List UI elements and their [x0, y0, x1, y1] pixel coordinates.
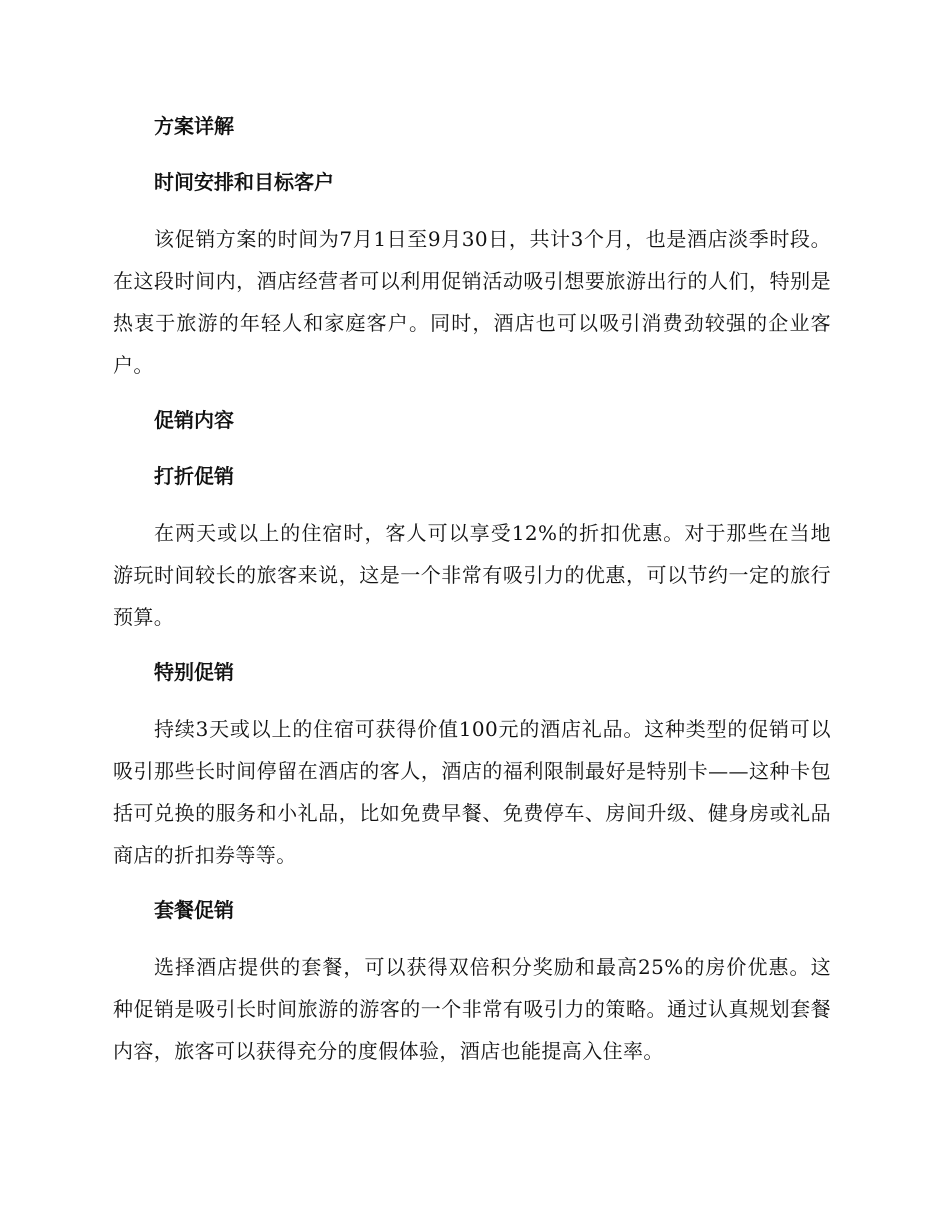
- package-heading: 套餐促销: [154, 898, 234, 922]
- section-title: 方案详解: [154, 114, 234, 138]
- document-body: [113, 106, 831, 1086]
- promotion-content-heading: 促销内容: [154, 408, 234, 432]
- timing-heading: 时间安排和目标客户: [154, 170, 334, 194]
- special-paragraph: 持续3天或以上的住宿可获得价值100元的酒店礼品。这种类型的促销可以吸引那些长时间停留在酒店的客人，酒店的福利限制最好是特别卡——这种卡包括可兑换的服务和小礼品，比如免费早餐、免费停车、房间升级、健身房或礼品商店的折扣券等等。: [113, 717, 831, 867]
- discount-heading: 打折促销: [154, 464, 234, 488]
- package-paragraph: 选择酒店提供的套餐，可以获得双倍积分奖励和最高25%的房价优惠。这种促销是吸引长时间旅游的游客的一个非常有吸引力的策略。通过认真规划套餐内容，旅客可以获得充分的度假体验，酒店也能提高入住率。: [113, 955, 831, 1063]
- special-heading: 特别促销: [154, 660, 234, 684]
- discount-paragraph: 在两天或以上的住宿时，客人可以享受12%的折扣优惠。对于那些在当地游玩时间较长的旅客来说，这是一个非常有吸引力的优惠，可以节约一定的旅行预算。: [113, 521, 831, 629]
- timing-paragraph: 该促销方案的时间为7月1日至9月30日，共计3个月，也是酒店淡季时段。在这段时间内，酒店经营者可以利用促销活动吸引想要旅游出行的人们，特别是热衷于旅游的年轻人和家庭客户。同时，酒店也可以吸引消费劲较强的企业客户。: [113, 227, 831, 377]
